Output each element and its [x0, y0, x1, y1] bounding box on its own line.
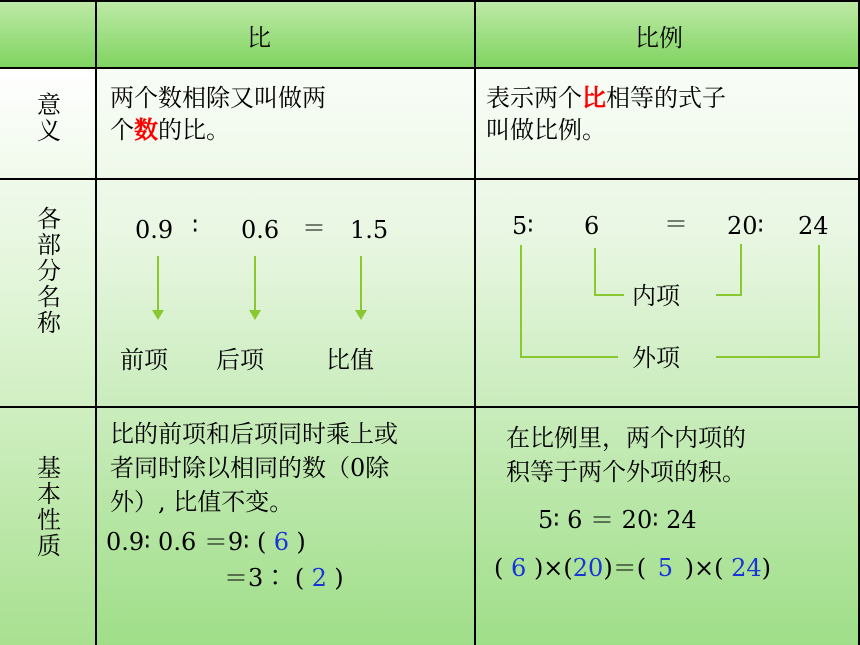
arrow-icon	[360, 256, 362, 318]
proportion-meaning-line2: 叫做比例。	[486, 116, 606, 144]
header-row-background	[0, 0, 860, 68]
ratio-property-line2: 者同时除以相同的数（0除	[110, 454, 390, 482]
highlight-word: 比	[582, 83, 606, 112]
row-divider	[0, 178, 860, 180]
product-equation: ( 6 )×(20)＝( 5 )×( 24)	[494, 554, 772, 582]
label-parts: 各 部 分 名 称	[37, 205, 61, 337]
row-divider	[0, 67, 860, 69]
prop-term-c: 20∶	[727, 212, 764, 240]
ratio-consequent-value: 0.6	[241, 216, 280, 244]
ratio-example-1: 0.9∶ 0.6 ＝9∶ ( 6 )	[106, 528, 306, 556]
label-ratio-value: 比值	[326, 346, 374, 374]
ratio-meaning-line1: 两个数相除又叫做两	[110, 84, 326, 112]
proportion-meaning-line1: 表示两个比相等的式子	[486, 83, 726, 112]
answer-value: 5	[657, 554, 673, 582]
highlight-word: 数	[134, 115, 158, 144]
ratio-property-line1: 比的前项和后项同时乘上或	[110, 420, 398, 448]
ratio-meaning-line2: 个数的比。	[110, 115, 230, 144]
arrow-icon	[254, 256, 256, 318]
column-divider	[474, 0, 476, 645]
outer-term-bracket	[716, 245, 820, 358]
answer-value: 2	[311, 564, 327, 592]
answer-value: 6	[273, 528, 289, 556]
header-ratio: 比	[247, 24, 271, 52]
ratio-property-line3: 外）, 比值不变。	[110, 488, 294, 516]
prop-equals: ＝	[664, 210, 688, 238]
answer-value: 20	[572, 554, 604, 582]
ratio-example-2: ＝3∶ ( 2 )	[224, 564, 344, 592]
ratio-equals: ＝	[302, 214, 326, 242]
proportion-property-line2: 积等于两个外项的积。	[506, 458, 746, 486]
ratio-colon: ∶	[192, 212, 199, 240]
arrow-icon	[157, 256, 159, 318]
answer-value: 24	[731, 554, 762, 582]
prop-term-d: 24	[798, 212, 829, 240]
ratio-antecedent-value: 0.9	[135, 216, 174, 244]
prop-term-a: 5∶	[512, 212, 534, 240]
label-meaning: 意 义	[37, 91, 61, 145]
label-antecedent: 前项	[120, 346, 168, 374]
row-divider	[0, 406, 860, 408]
header-proportion: 比例	[635, 24, 683, 52]
prop-term-b: 6	[584, 212, 600, 240]
column-divider	[95, 0, 97, 645]
label-property: 基 本 性 质	[37, 454, 61, 560]
label-inner-terms: 内项	[632, 282, 680, 310]
outer-term-bracket	[520, 245, 618, 358]
ratio-quotient-value: 1.5	[350, 216, 389, 244]
label-consequent: 后项	[216, 346, 264, 374]
answer-value: 6	[511, 554, 527, 582]
label-outer-terms: 外项	[632, 344, 680, 372]
proportion-property-line1: 在比例里，两个内项的	[506, 424, 746, 452]
proportion-example: 5∶ 6 ＝ 20∶ 24	[538, 506, 697, 534]
